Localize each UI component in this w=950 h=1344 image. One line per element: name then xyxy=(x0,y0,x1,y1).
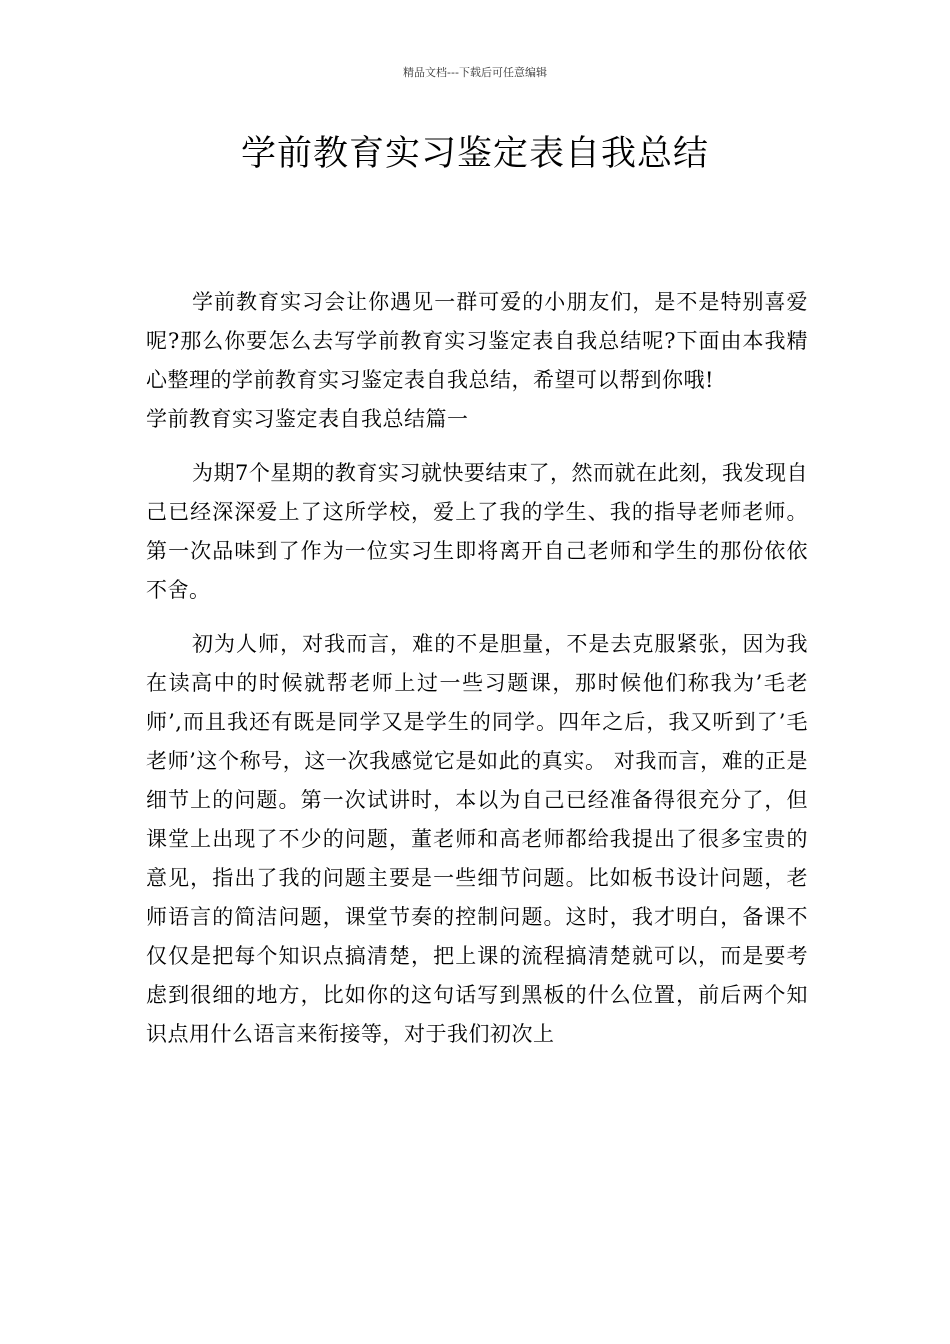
paragraph-1: 为期7个星期的教育实习就快要结束了，然而就在此刻，我发现自己已经深深爱上了这所学校，爱上了我的学生、我的指导老师老师。第一次品味到了作为一位实习生即将离开自己老师和学生的那份依依不舍。 xyxy=(146,461,808,602)
intro-paragraph: 学前教育实习会让你遇见一群可爱的小朋友们，是不是特别喜爱呢?那么你要怎么去写学前教育实习鉴定表自我总结呢?下面由本我精心整理的学前教育实习鉴定表自我总结，希望可以帮到你哦! xyxy=(146,290,808,392)
section-heading: 学前教育实习鉴定表自我总结篇一 xyxy=(146,407,469,431)
paragraph-2: 初为人师，对我而言，难的不是胆量，不是去克服紧张，因为我在读高中的时候就帮老师上过一些习题课，那时候他们称我为’毛老师’,而且我还有既是同学又是学生的同学。四年之后，我又听到了’毛老师’这个称号，这一次我感觉它是如此的真实。 对我而言，难的正是细节上的问题。第一次试讲时，本以为自己已经准备得很充分了，但课堂上出现了不少的问题，董老师和高老师都给我提出了很多宝贵的意见，指出了我的问题主要是一些细节问题。比如板书设计问题，老师语言的简洁问题，课堂节奏的控制问题。这时，我才明白，备课不仅仅是把每个知识点搞清楚，把上课的流程搞清楚就可以，而是要考虑到很细的地方，比如你的这句话写到黑板的什么位置，前后两个知识点用什么语言来衔接等，对于我们初次上 xyxy=(146,632,808,1046)
document-body xyxy=(146,283,808,1054)
header-note: 精品文档---下载后可任意编辑 xyxy=(403,66,547,79)
document-title: 学前教育实习鉴定表自我总结 xyxy=(240,134,709,174)
